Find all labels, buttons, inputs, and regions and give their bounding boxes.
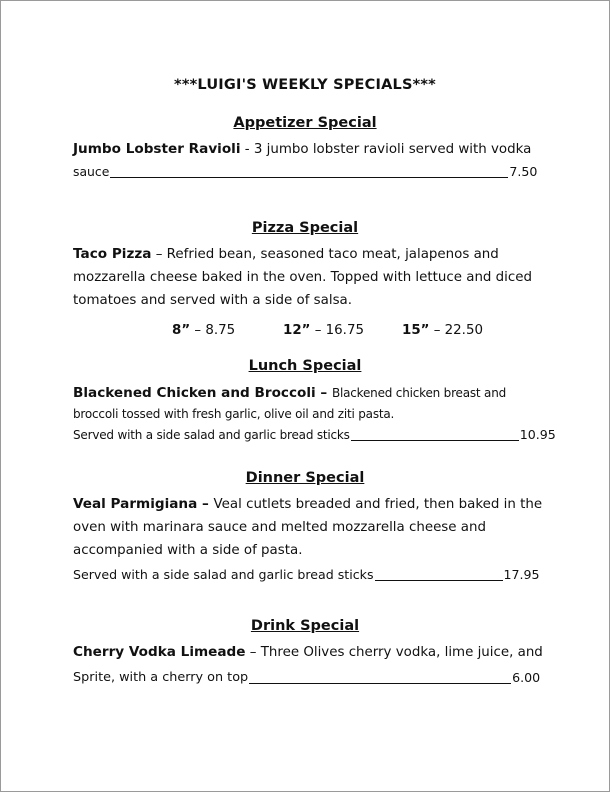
pizza-desc-2: mozzarella cheese baked in the oven. Topped with lettuce and diced bbox=[73, 270, 533, 285]
lunch-name: Blackened Chicken and Broccoli – bbox=[73, 385, 332, 401]
dinner-leader-line bbox=[375, 568, 503, 581]
lunch-heading: Lunch Special bbox=[248, 358, 362, 374]
drink-description-line-1 bbox=[73, 643, 543, 662]
dinner-desc-4: Served with a side salad and garlic bread sticks bbox=[73, 567, 374, 582]
appetizer-desc-2: sauce bbox=[73, 164, 110, 179]
lunch-price: 10.95 bbox=[519, 427, 556, 442]
appetizer-name: Jumbo Lobster Ravioli bbox=[73, 141, 241, 157]
drink-leader-line bbox=[249, 671, 511, 684]
pizza-size-15-label: 15” bbox=[402, 323, 430, 338]
dinner-desc-2: oven with marinara sauce and melted mozzarella cheese and bbox=[73, 520, 486, 535]
appetizer-desc-1: - 3 jumbo lobster ravioli served with vodka bbox=[240, 142, 532, 157]
pizza-heading: Pizza Special bbox=[251, 220, 359, 236]
dinner-heading: Dinner Special bbox=[245, 470, 365, 486]
pizza-size-12-label: 12” bbox=[283, 323, 311, 338]
dinner-desc-3: accompanied with a side of pasta. bbox=[73, 543, 303, 558]
drink-price-row bbox=[73, 669, 540, 687]
lunch-desc-3: Served with a side salad and garlic bread sticks bbox=[73, 428, 350, 442]
lunch-description-line-1 bbox=[73, 384, 506, 403]
appetizer-price: 7.50 bbox=[509, 164, 538, 179]
pizza-size-12-price: – 16.75 bbox=[310, 323, 364, 338]
drink-name: Cherry Vodka Limeade bbox=[73, 644, 246, 660]
pizza-size-15 bbox=[402, 323, 483, 338]
lunch-price-row bbox=[73, 426, 556, 444]
pizza-desc-1: – Refried bean, seasoned taco meat, jalapenos and bbox=[151, 247, 499, 262]
appetizer-price-row bbox=[73, 163, 537, 181]
pizza-size-8-price: – 8.75 bbox=[190, 323, 236, 338]
dinner-description-line-1 bbox=[73, 495, 542, 514]
lunch-leader-line bbox=[351, 428, 519, 441]
lunch-desc-2: broccoli tossed with fresh garlic, olive oil and ziti pasta. bbox=[73, 407, 395, 421]
pizza-name: Taco Pizza bbox=[73, 246, 152, 262]
appetizer-description-line-1 bbox=[73, 140, 531, 159]
dinner-price-row bbox=[73, 566, 540, 584]
drink-desc-2: Sprite, with a cherry on top bbox=[73, 670, 249, 685]
drink-heading: Drink Special bbox=[250, 618, 360, 634]
pizza-size-8-label: 8” bbox=[172, 323, 191, 338]
lunch-desc-1: Blackened chicken breast and bbox=[331, 386, 507, 400]
dinner-name: Veal Parmigiana – bbox=[73, 496, 214, 512]
pizza-description-line-1 bbox=[73, 245, 499, 264]
pizza-size-12 bbox=[283, 323, 364, 338]
pizza-desc-3: tomatoes and served with a side of salsa. bbox=[73, 293, 353, 308]
pizza-size-15-price: – 22.50 bbox=[429, 323, 483, 338]
appetizer-leader-line bbox=[110, 165, 508, 178]
page-title: ***LUIGI'S WEEKLY SPECIALS*** bbox=[174, 77, 436, 93]
pizza-size-8 bbox=[172, 323, 235, 338]
drink-desc-1: – Three Olives cherry vodka, lime juice, and bbox=[245, 645, 543, 660]
dinner-price: 17.95 bbox=[503, 567, 540, 582]
appetizer-heading: Appetizer Special bbox=[233, 115, 377, 131]
drink-price: 6.00 bbox=[512, 670, 541, 685]
dinner-desc-1: Veal cutlets breaded and fried, then baked in the bbox=[213, 497, 543, 512]
